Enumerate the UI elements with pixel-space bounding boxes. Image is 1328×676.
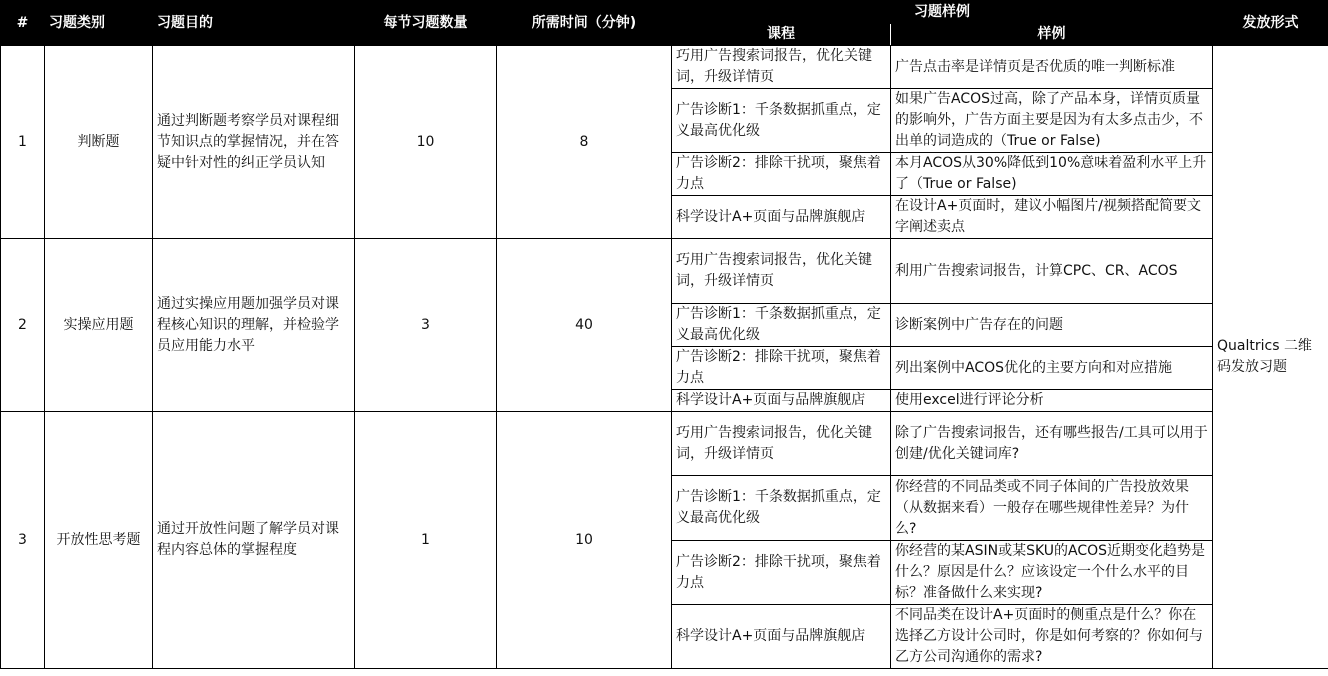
group-type: 实操应用题: [45, 239, 153, 412]
group-purpose: 通过实操应用题加强学员对课程核心知识的理解，并检验学员应用能力水平: [153, 239, 355, 412]
row-example: 诊断案例中广告存在的问题: [891, 304, 1213, 347]
group-count: 10: [355, 46, 497, 239]
group-count: 1: [355, 412, 497, 669]
group-time: 40: [497, 239, 672, 412]
group-count: 3: [355, 239, 497, 412]
row-example: 你经营的不同品类或不同子体间的广告投放效果（从数据来看）一般存在哪些规律性差异？为什么?: [891, 476, 1213, 541]
row-course: 广告诊断2：排除干扰项，聚焦着力点: [672, 541, 891, 605]
row-course: 广告诊断1：千条数据抓重点，定义最高优化级: [672, 89, 891, 153]
group-num: 2: [1, 239, 45, 412]
group-num: 3: [1, 412, 45, 669]
row-example: 如果广告ACOS过高，除了产品本身，详情页质量的影响外，广告方面主要是因为有太多点击少，不出单的词造成的（True or False): [891, 89, 1213, 153]
header-time: 所需时间（分钟): [497, 1, 672, 46]
header-count: 每节习题数量: [355, 1, 497, 46]
row-course: 科学设计A+页面与品牌旗舰店: [672, 605, 891, 669]
row-course: 巧用广告搜索词报告，优化关键词，升级详情页: [672, 46, 891, 89]
row-course: 巧用广告搜索词报告，优化关键词，升级详情页: [672, 412, 891, 476]
row-example: 除了广告搜索词报告，还有哪些报告/工具可以用于创建/优化关键词库?: [891, 412, 1213, 476]
header-course: 课程: [672, 24, 891, 46]
header-num: #: [1, 1, 45, 46]
group-purpose: 通过开放性问题了解学员对课程内容总体的掌握程度: [153, 412, 355, 669]
row-example: 你经营的某ASIN或某SKU的ACOS近期变化趋势是什么？原因是什么？应该设定一个什么水平的目标？准备做什么来实现?: [891, 541, 1213, 605]
group-type: 开放性思考题: [45, 412, 153, 669]
row-course: 科学设计A+页面与品牌旗舰店: [672, 390, 891, 412]
header-purpose: 习题目的: [153, 1, 355, 46]
header-samples: 习题样例: [672, 1, 1213, 24]
header-example: 样例: [891, 24, 1213, 46]
header-release: 发放形式: [1213, 1, 1328, 46]
row-example: 本月ACOS从30%降低到10%意味着盈利水平上升了（True or False): [891, 153, 1213, 196]
header-type: 习题类别: [45, 1, 153, 46]
row-example: 广告点击率是详情页是否优质的唯一判断标准: [891, 46, 1213, 89]
release-cell: Qualtrics 二维码发放习题: [1213, 46, 1328, 669]
row-course: 广告诊断1：千条数据抓重点，定义最高优化级: [672, 304, 891, 347]
row-example: 使用excel进行评论分析: [891, 390, 1213, 412]
row-example: 列出案例中ACOS优化的主要方向和对应措施: [891, 347, 1213, 390]
row-course: 广告诊断1：千条数据抓重点，定义最高优化级: [672, 476, 891, 541]
row-example: 在设计A+页面时，建议小幅图片/视频搭配简要文字阐述卖点: [891, 196, 1213, 239]
row-course: 广告诊断2：排除干扰项，聚焦着力点: [672, 153, 891, 196]
group-time: 10: [497, 412, 672, 669]
row-course: 广告诊断2：排除干扰项，聚焦着力点: [672, 347, 891, 390]
group-time: 8: [497, 46, 672, 239]
row-example: 不同品类在设计A+页面时的侧重点是什么？你在选择乙方设计公司时，你是如何考察的？你如何与乙方公司沟通你的需求?: [891, 605, 1213, 669]
group-purpose: 通过判断题考察学员对课程细节知识点的掌握情况，并在答疑中针对性的纠正学员认知: [153, 46, 355, 239]
group-type: 判断题: [45, 46, 153, 239]
row-course: 科学设计A+页面与品牌旗舰店: [672, 196, 891, 239]
row-course: 巧用广告搜索词报告，优化关键词，升级详情页: [672, 239, 891, 304]
group-num: 1: [1, 46, 45, 239]
row-example: 利用广告搜索词报告，计算CPC、CR、ACOS: [891, 239, 1213, 304]
